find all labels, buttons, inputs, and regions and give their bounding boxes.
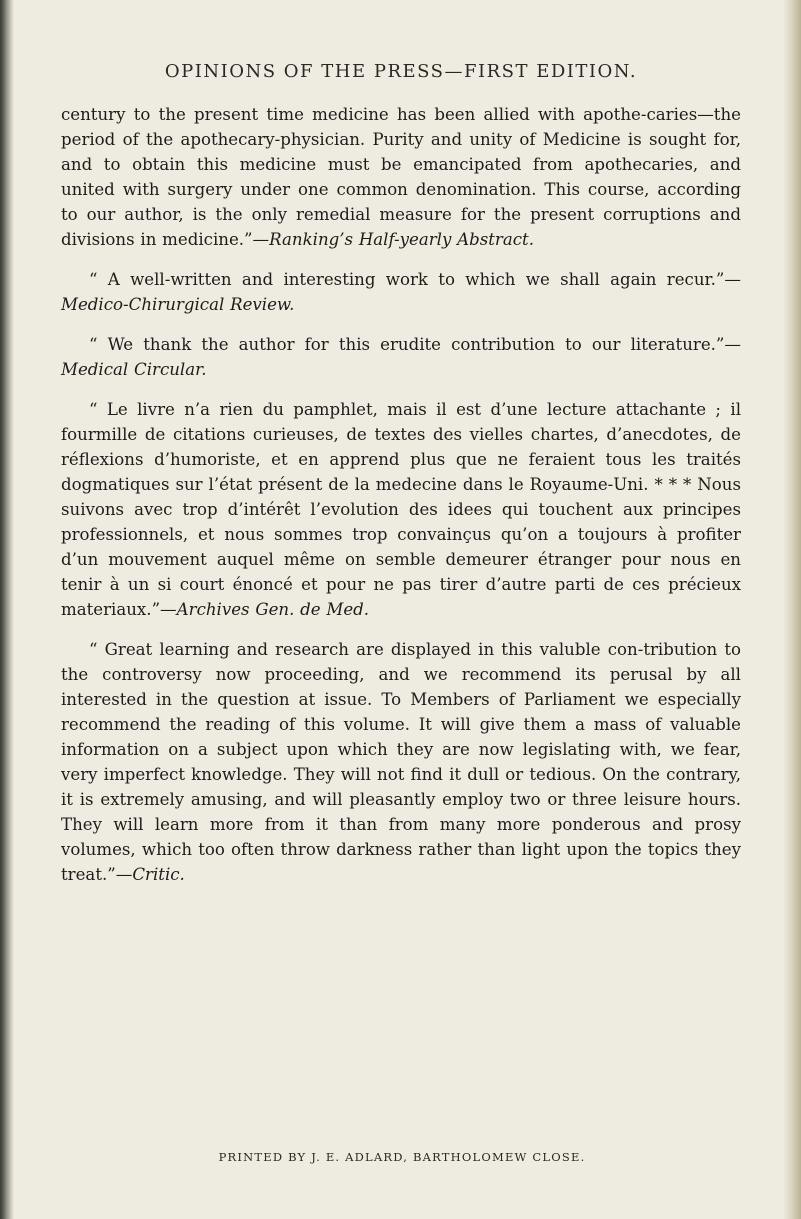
quote-source: Medical Circular.	[61, 360, 207, 379]
page-right-edge	[783, 0, 801, 1219]
quote-text: century to the present time medicine has been allied with apothe-caries—the period of the apothecary-physician. Purity and unity of Medicine is sought for, and to obtain this medicine must be emancipated from apothecaries, and united with surgery under one common denomination. This course, according to our author, is the only remedial measure for the present corruptions and divisions in medicine.”—	[61, 105, 741, 249]
quote-source: Critic.	[132, 865, 185, 884]
quote-source: Medico-Chirurgical Review.	[61, 295, 295, 314]
printer-imprint: PRINTED BY J. E. ADLARD, BARTHOLOMEW CLOSE.	[218, 1150, 586, 1164]
quote-text: “ Le livre n’a rien du pamphlet, mais il est d’une lecture attachante ; il fourmille de citations curieuses, de textes des vielles chartes, d’anecdotes, de réflexions d’humoriste, et en apprend plus que ne feraient tous les traités dogmatiques sur l’état présent de la medecine dans le Royaume-Uni. * * * Nous suivons avec trop d’intérêt l’evolution des idees qui touchent aux principes professionnels, et nous sommes trop convainçus qu’on a toujours à profiter d’un mouvement auquel même on semble demeurer étranger pour nous en tenir à un si court énoncé et pour ne pas tirer d’autre parti de ces précieux materiaux.”—	[61, 400, 741, 619]
quote-text: “ We thank the author for this erudite contribution to our literature.”—	[89, 335, 741, 354]
page-content	[61, 60, 741, 902]
quote-ranking	[61, 102, 741, 252]
quote-source: Ranking’s Half-yearly Abstract.	[269, 230, 534, 249]
quote-source: Archives Gen. de Med.	[176, 600, 370, 619]
quote-medico-chirurgical	[61, 267, 741, 317]
quote-archives	[61, 397, 741, 622]
quote-critic	[61, 637, 741, 887]
page-binding-edge	[0, 0, 14, 1219]
quote-text: “ A well-written and interesting work to which we shall again recur.”—	[89, 270, 741, 289]
quote-medical-circular	[61, 332, 741, 382]
quote-text: “ Great learning and research are displayed in this valuble con-tribution to the controversy now proceeding, and we recommend its perusal by all interested in the question at issue. To Members of Parliament we especially recommend the reading of this volume. It will give them a mass of valuable information on a subject upon which they are now legislating with, we fear, very imperfect knowledge. They will not find it dull or tedious. On the contrary, it is extremely amusing, and will pleasantly employ two or three leisure hours. They will learn more from it than from many more ponderous and prosy volumes, which too often throw darkness rather than light upon the topics they treat.”—	[61, 640, 741, 884]
running-header: OPINIONS OF THE PRESS—FIRST EDITION.	[164, 61, 638, 82]
